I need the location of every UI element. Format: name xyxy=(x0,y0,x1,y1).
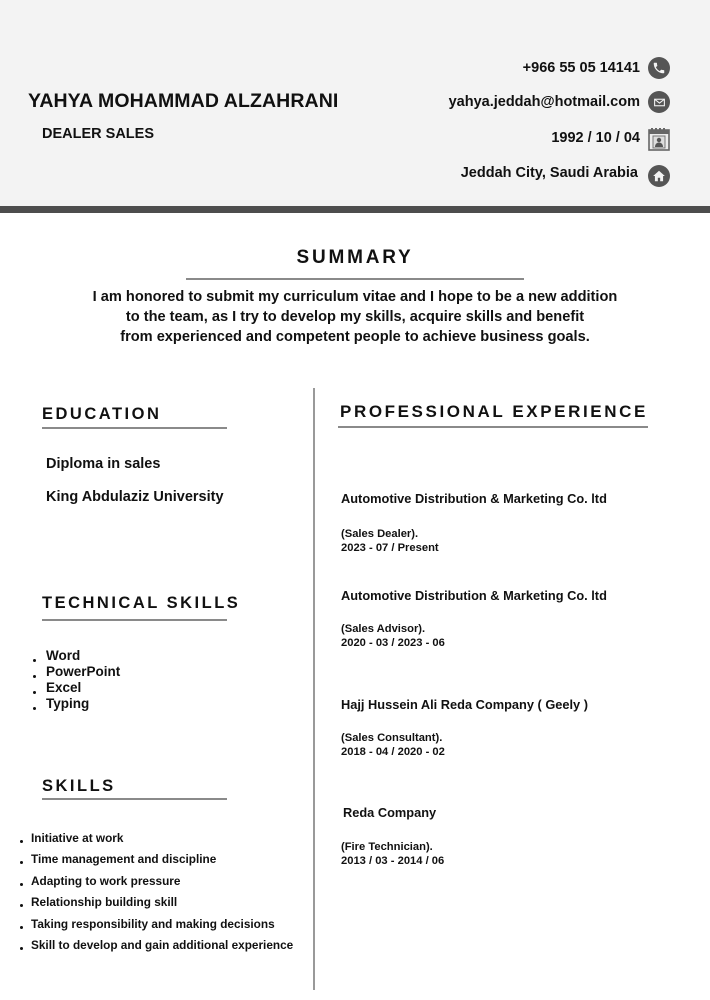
contact-address xyxy=(461,161,670,185)
envelope-icon xyxy=(648,91,670,113)
candidate-name: YAHYA MOHAMMAD ALZAHRANI xyxy=(28,90,339,112)
summary-line: I am honored to submit my curriculum vitae and I hope to be a new addition xyxy=(92,289,618,305)
phone-text: +966 55 05 14141 xyxy=(522,60,640,76)
experience-role: (Sales Dealer). xyxy=(341,528,419,540)
technical-skill-item: PowerPoint xyxy=(30,664,120,680)
technical-skills-title: TECHNICAL SKILLS xyxy=(42,594,241,612)
technical-skill-item: Word xyxy=(30,648,120,664)
contact-birthdate xyxy=(551,126,670,150)
skills-title: SKILLS xyxy=(42,777,116,795)
summary-text xyxy=(60,287,650,347)
skill-item: Time management and discipline xyxy=(16,849,293,870)
contact-phone xyxy=(523,56,670,80)
header-divider-bar xyxy=(0,206,710,213)
education-title: EDUCATION xyxy=(42,405,162,423)
skill-item: Initiative at work xyxy=(16,828,293,849)
experience-company: Automotive Distribution & Marketing Co. ltd xyxy=(341,491,607,506)
experience-dates: 2018 - 04 / 2020 - 02 xyxy=(341,746,445,758)
contact-email xyxy=(449,90,670,114)
summary-title: SUMMARY xyxy=(296,247,414,268)
education-rule xyxy=(42,427,227,429)
education-school: King Abdulaziz University xyxy=(46,489,224,505)
summary-rule xyxy=(186,278,524,280)
experience-rule xyxy=(338,426,648,428)
experience-role: (Sales Consultant). xyxy=(341,732,443,744)
experience-title: PROFESSIONAL EXPERIENCE xyxy=(340,402,648,421)
column-divider xyxy=(313,388,315,990)
education-degree: Diploma in sales xyxy=(46,456,161,472)
technical-skills-rule xyxy=(42,619,227,621)
home-icon xyxy=(648,165,670,187)
skill-item: Relationship building skill xyxy=(16,892,293,913)
email-text: yahya.jeddah@hotmail.com xyxy=(448,94,640,110)
skills-list xyxy=(16,828,293,956)
experience-company: Automotive Distribution & Marketing Co. ltd xyxy=(341,588,607,603)
skill-item: Skill to develop and gain additional experience xyxy=(16,935,293,956)
experience-role: (Sales Advisor). xyxy=(341,623,426,635)
birthdate-text: 1992 / 10 / 04 xyxy=(551,130,640,146)
experience-company: Hajj Hussein Ali Reda Company ( Geely ) xyxy=(341,697,588,712)
experience-dates: 2013 / 03 - 2014 / 06 xyxy=(341,855,445,867)
experience-role: (Fire Technician). xyxy=(341,841,433,853)
skill-item: Taking responsibility and making decisions xyxy=(16,914,293,935)
phone-icon xyxy=(648,57,670,79)
skills-rule xyxy=(42,798,227,800)
experience-company: Reda Company xyxy=(343,805,437,820)
technical-skill-item: Typing xyxy=(30,696,120,712)
address-text: Jeddah City, Saudi Arabia xyxy=(460,165,638,181)
technical-skills-list xyxy=(30,648,120,712)
skill-item: Adapting to work pressure xyxy=(16,871,293,892)
calendar-icon xyxy=(648,127,670,149)
experience-dates: 2023 - 07 / Present xyxy=(341,542,439,554)
technical-skill-item: Excel xyxy=(30,680,120,696)
experience-dates: 2020 - 03 / 2023 - 06 xyxy=(341,637,445,649)
job-title: DEALER SALES xyxy=(42,126,154,142)
summary-line: from experienced and competent people to achieve business goals. xyxy=(120,329,590,345)
summary-line: to the team, as I try to develop my skills, acquire skills and benefit xyxy=(125,309,585,325)
